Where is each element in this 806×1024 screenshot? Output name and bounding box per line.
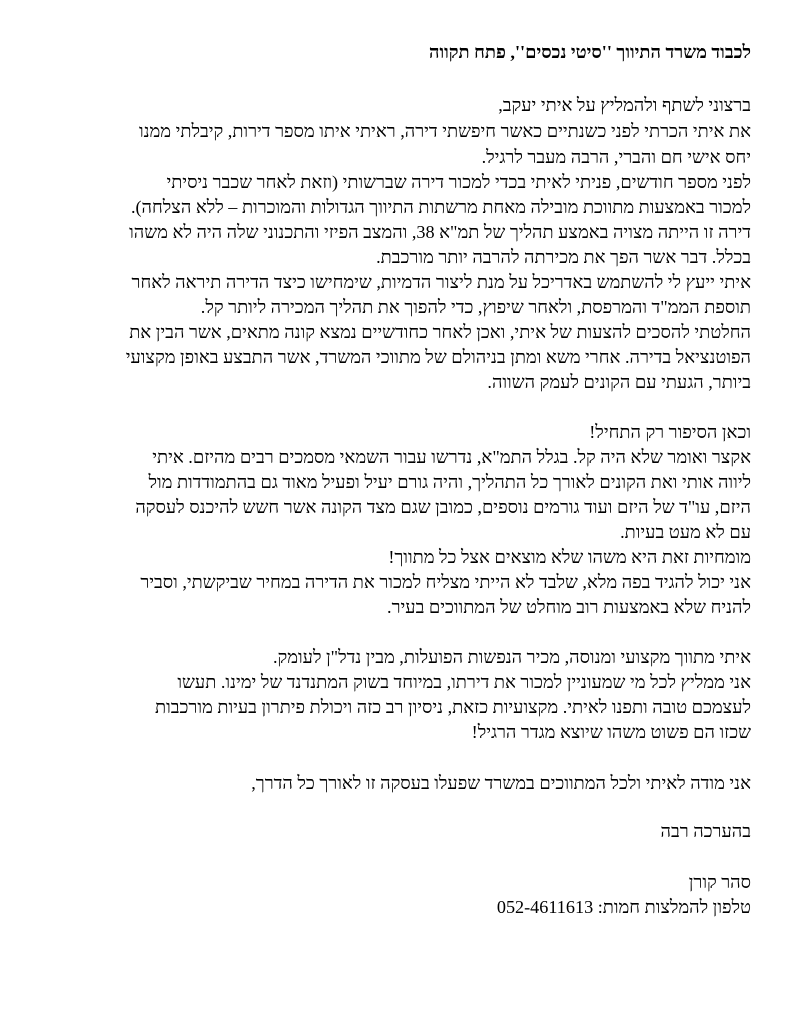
body-line: החלטתי להסכים להצעות של איתי, ואכן לאחר כחודשיים נמצא קונה מתאים, אשר הבין את	[129, 322, 751, 342]
body-line: תוספת הממ"ד והמרפסת, ולאחר שיפוץ, כדי להפוך את תהליך המכירה ליותר קל.	[200, 297, 751, 317]
body-line: מומחיות זאת היא משהו שלא מוצאים אצל כל מתווך!	[388, 547, 751, 567]
body-line: אני ממליץ לכל מי שמעוניין למכור את דירתו, במיוחד בשוק המתנדנד של ימינו. תעשו	[177, 672, 751, 692]
body-line: אני מודה לאיתי ולכל המתווכים במשרד שפעלו בעסקה זו לאורך כל הדרך,	[251, 773, 751, 793]
body-line: ביותר, הגעתי עם הקונים לעמק השווה.	[487, 372, 751, 392]
body-line: למכור באמצעות מתווכת מובילה מאחת מרשתות התיווך הגדולות והמוכרות – ללא הצלחה).	[130, 197, 751, 217]
body-line: היזם, עו"ד של היזם ועוד גורמים נוספים, כמובן שגם מצד הקונה אשר חשש להיכנס לעסקה	[135, 497, 751, 517]
body-line: להניח שלא באמצעות רוב מוחלט של המתווכים בעיר.	[387, 597, 751, 617]
body-line: לעצמכם טובה ותפנו לאיתי. מקצועיות כזאת, ניסיון רב כזה ויכולת פיתרון בעיות מורכבות	[155, 697, 751, 717]
body-line: ברצוני לשתף ולהמליץ על איתי יעקב,	[498, 95, 751, 115]
body-line: איתי מתווך מקצועי ומנוסה, מכיר הנפשות הפועלות, מבין נדל"ן לעומק.	[272, 647, 751, 667]
body-line: יחס אישי חם והברי, הרבה מעבר לרגיל.	[481, 147, 751, 167]
body-line: איתי ייעץ לי להשתמש באדריכל על מנת ליצור הדמיות, שימחישו כיצד הדירה תיראה לאחר	[131, 272, 751, 292]
signature-name: סהר קורן	[688, 872, 751, 892]
body-line: וכאן הסיפור רק התחיל!	[589, 422, 751, 442]
phone-number: 052-4611613	[496, 897, 594, 917]
phone-label: טלפון להמלצות חמות:	[597, 897, 751, 917]
body-line: הפוטנציאל בדירה. אחרי משא ומתן בניהולם של מתווכי המשרד, אשר התבצע באופן מקצועי	[125, 347, 751, 367]
body-line: ליווה אותי ואת הקונים לאורך כל התהליך, והיה גורם יעיל ופעיל מאוד גם בהתמודדות מול	[148, 472, 751, 492]
body-line: בכלל. דבר אשר הפך את מכירתה להרבה יותר מורכבת.	[376, 247, 751, 267]
letter-heading: לכבוד משרד התיווך ''סיטי נכסים'', פתח תקווה	[429, 42, 751, 62]
body-line: לפני מספר חודשים, פניתי לאיתי בכדי למכור דירה שברשותי (וזאת לאחר שכבר ניסיתי	[166, 172, 751, 192]
body-line: אקצר ואומר שלא היה קל. בגלל התמ"א, נדרשו עבור השמאי מסמכים רבים מהיזם. איתי	[152, 447, 751, 467]
body-line: דירה זו הייתה מצויה באמצע תהליך של תמ"א 38, והמצב הפיזי והתכנוני שלה היה לא משהו	[129, 222, 751, 242]
phone-line	[497, 894, 751, 920]
letter-closing: בהערכה רבה	[660, 821, 751, 841]
body-line: עם לא מעט בעיות.	[620, 522, 751, 542]
body-line: את איתי הכרתי לפני כשנתיים כאשר חיפשתי דירה, ראיתי איתו מספר דירות, קיבלתי ממנו	[138, 121, 751, 141]
body-line: שכזו הם פשוט משהו שיוצא מגדר הרגיל!	[471, 722, 751, 742]
body-line: אני יכול להגיד בפה מלא, שלבד לא הייתי מצליח למכור את הדירה במחיר שביקשתי, וסביר	[140, 572, 751, 592]
